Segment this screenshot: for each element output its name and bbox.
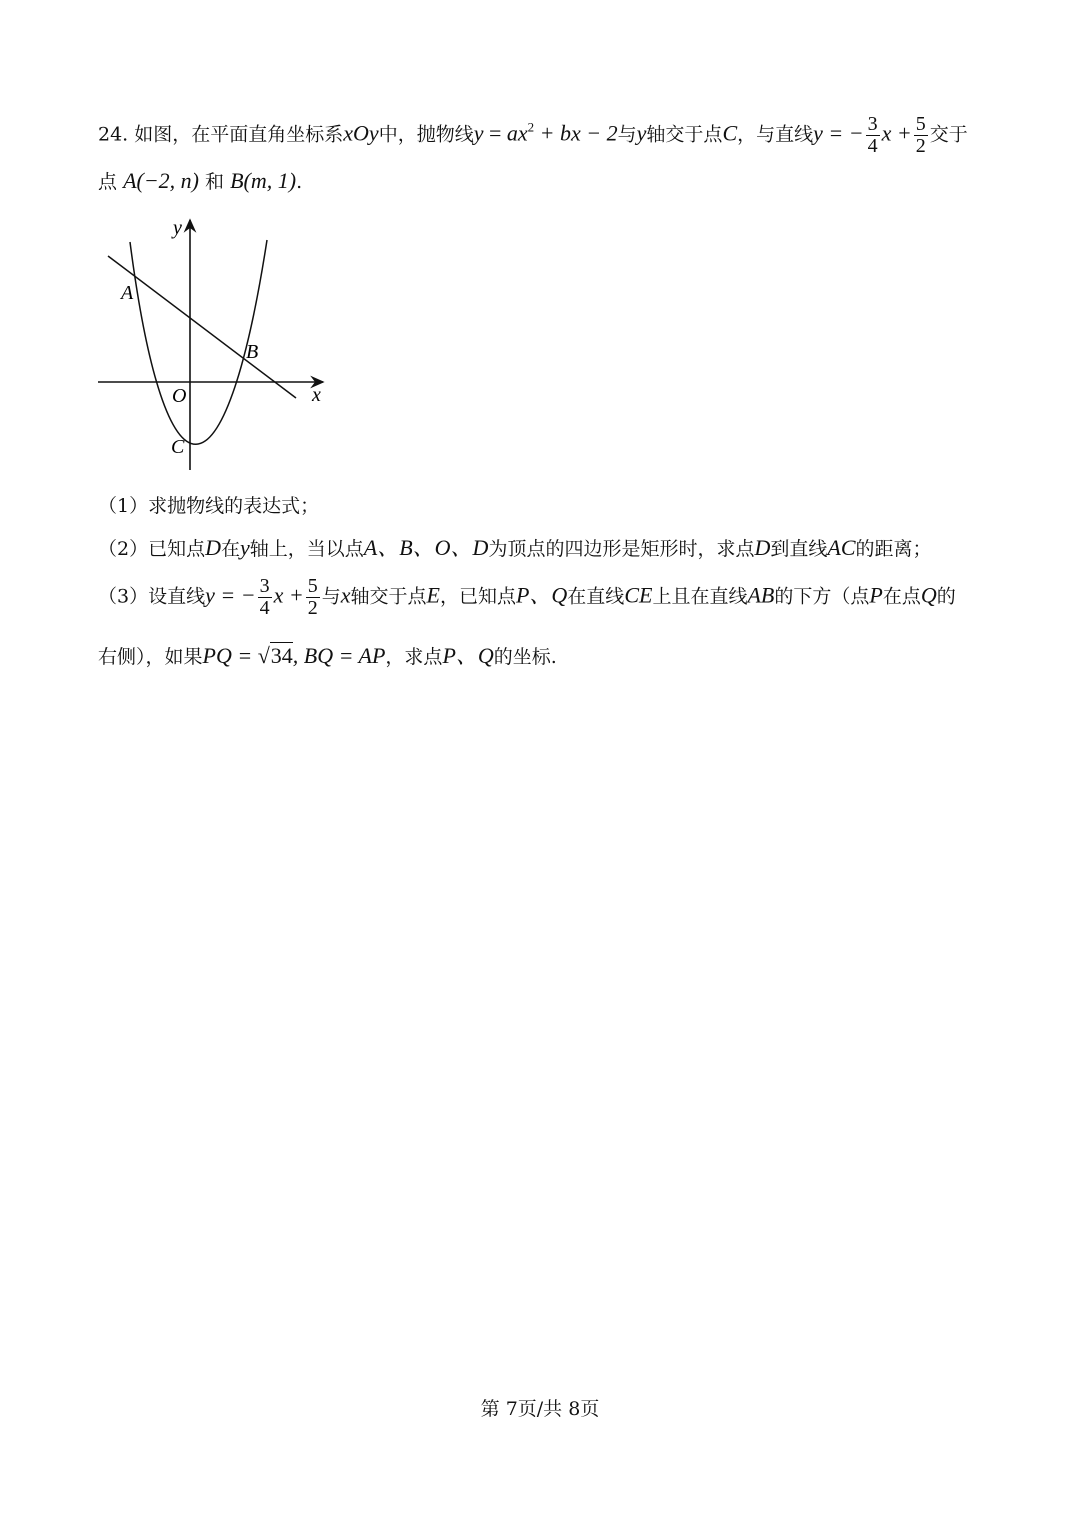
parabola-lhs: y [473,120,484,146]
part-text: ，已知点 [439,585,516,608]
fraction-5-2 [306,576,320,619]
parabola-exponent: 2 [527,119,535,135]
part-text: 的坐标. [493,646,557,668]
problem-text: 与 [617,123,637,146]
parabola-ax: ax [506,120,528,146]
problem-line-1 [98,114,968,157]
point-a-coords: A(−2, n) [123,168,199,193]
point-e-symbol: E [426,582,440,608]
label-a: A [121,282,134,304]
line-ce-symbol: CE [624,582,653,608]
parabola-figure [95,212,335,477]
fraction-denominator: 2 [307,597,318,619]
part-3-line-2 [98,645,557,667]
part-tag: （1） [98,495,149,517]
line-ab-symbol: AB [747,582,775,608]
label-o: O [172,385,187,407]
fraction-numerator: 5 [915,113,926,135]
problem-text: 和 [205,171,225,193]
part-2 [98,537,932,559]
problem-number: 24. [98,123,129,146]
vertex-points: A、B、O、D [363,535,489,560]
part-tag: （2） [98,538,149,560]
part-text: 轴交于点 [350,585,427,608]
page-footer: 第 7页/共 8页 [480,1398,600,1420]
problem-text: . [296,171,303,193]
line-eq-lhs: y = − [813,120,864,146]
line-eq-lhs: y = − [205,582,256,608]
bq-ap-eq: , BQ = AP [292,643,386,668]
point-b-coords: B(m, 1) [230,168,297,193]
problem-text: 交于 [929,123,968,146]
problem-text: 点 [98,171,118,193]
label-x: x [312,384,321,406]
part-text: 在点 [882,585,921,608]
fraction-numerator: 3 [259,575,270,597]
part-text: 右侧），如果 [98,646,203,668]
part-text: 的 [936,585,956,608]
fraction-denominator: 4 [259,597,270,619]
part-text: 上且在直线 [652,585,748,608]
part-text: 与 [321,585,341,608]
fraction-numerator: 5 [307,575,318,597]
line-eq-mid: x + [881,120,912,146]
problem-text: 中，抛物线 [378,123,474,146]
label-y: y [173,217,182,239]
part-text: ，求点 [385,646,443,668]
axis-x-symbol: x [340,582,351,608]
axis-y-symbol: y [240,535,250,560]
points-pq: P、Q [442,643,494,668]
part-text: 设直线 [148,585,206,608]
problem-line-2 [98,170,302,192]
fraction-3-4 [866,114,880,157]
part-text: 为顶点的四边形是矩形时，求点 [488,538,755,560]
problem-text: ，与直线 [737,123,814,146]
label-c: C [171,436,185,458]
fraction-5-2 [914,114,928,157]
part-text: 求抛物线的表达式； [148,495,320,517]
point-q-symbol: Q [920,582,937,608]
sqrt-sign: √ [257,643,270,668]
part-tag: （3） [98,585,149,608]
point-d-symbol: D [754,535,771,560]
points-pq: P、Q [515,582,568,608]
fraction-3-4 [258,576,272,619]
line-ac-symbol: AC [827,535,856,560]
line-eq-mid: x + [273,582,304,608]
sqrt-value: 34 [270,643,293,668]
point-d-symbol: D [205,535,221,560]
coord-system: xOy [343,120,379,146]
fraction-denominator: 2 [915,135,926,157]
part-text: 到直线 [770,538,828,560]
axis-y-symbol: y [636,120,647,146]
part-1 [98,497,319,516]
part-text: 在 [221,538,241,560]
part-text: 的距离； [855,538,932,560]
pq-eq: PQ = [202,643,258,668]
point-c-symbol: C [722,120,738,146]
parabola-rest: + bx − 2 [534,120,618,146]
point-p-symbol: P [869,582,883,608]
problem-intro: 如图，在平面直角坐标系 [134,123,344,146]
fraction-numerator: 3 [867,113,878,135]
part-3-line-1 [98,576,956,619]
parabola-eq-sign: = [483,120,507,146]
part-text: 的下方（点 [774,585,870,608]
part-text: 在直线 [567,585,625,608]
line-ab [108,256,296,398]
label-b: B [246,341,259,363]
part-text: 轴上，当以点 [249,538,364,560]
part-text: 已知点 [148,538,206,560]
problem-text: 轴交于点 [646,123,723,146]
fraction-denominator: 4 [867,135,878,157]
